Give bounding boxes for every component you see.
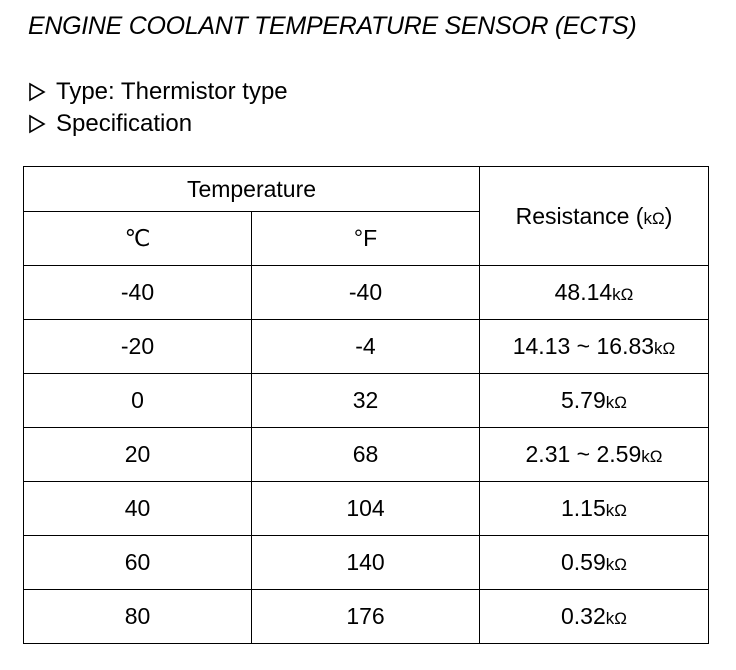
- resistance-unit: kΩ: [605, 609, 627, 628]
- resistance-unit: kΩ: [605, 555, 627, 574]
- resistance-cell: [480, 374, 709, 428]
- celsius-cell: -40: [24, 266, 252, 320]
- resistance-unit: kΩ: [641, 447, 663, 466]
- celsius-cell: 20: [24, 428, 252, 482]
- resistance-value: 1.15: [561, 495, 606, 521]
- resistance-value: 5.79: [561, 387, 606, 413]
- fahrenheit-cell: -4: [252, 320, 480, 374]
- fahrenheit-cell: -40: [252, 266, 480, 320]
- resistance-unit: kΩ: [612, 285, 634, 304]
- fahrenheit-cell: 104: [252, 482, 480, 536]
- temperature-header: Temperature: [24, 167, 480, 212]
- page-title: ENGINE COOLANT TEMPERATURE SENSOR (ECTS): [28, 12, 637, 40]
- type-line: [28, 78, 288, 106]
- resistance-value: 2.31 ~ 2.59: [525, 441, 642, 467]
- table-row: [24, 374, 709, 428]
- celsius-cell: -20: [24, 320, 252, 374]
- resistance-unit: kΩ: [654, 339, 676, 358]
- resistance-value: 14.13 ~ 16.83: [512, 333, 655, 359]
- table-row: [24, 266, 709, 320]
- fahrenheit-cell: 32: [252, 374, 480, 428]
- resistance-cell: [480, 266, 709, 320]
- resistance-header: Resistance (kΩ): [480, 167, 709, 266]
- resistance-cell: [480, 536, 709, 590]
- specification-line: [28, 110, 192, 138]
- resistance-cell: [480, 320, 709, 374]
- celsius-cell: 0: [24, 374, 252, 428]
- fahrenheit-cell: 140: [252, 536, 480, 590]
- celsius-cell: 40: [24, 482, 252, 536]
- fahrenheit-cell: 176: [252, 590, 480, 644]
- table-row: [24, 482, 709, 536]
- triangle-bullet-icon: [28, 82, 56, 102]
- resistance-cell: [480, 482, 709, 536]
- resistance-cell: [480, 428, 709, 482]
- table-row: [24, 536, 709, 590]
- celsius-cell: 80: [24, 590, 252, 644]
- resistance-value: 0.32: [561, 603, 606, 629]
- fahrenheit-header: °F: [252, 212, 480, 266]
- table-row: [24, 590, 709, 644]
- type-text: Type: Thermistor type: [56, 78, 288, 105]
- triangle-bullet-icon: [28, 114, 56, 134]
- fahrenheit-cell: 68: [252, 428, 480, 482]
- table-row: [24, 428, 709, 482]
- resistance-table: [23, 166, 709, 644]
- resistance-cell: [480, 590, 709, 644]
- celsius-header: ℃: [24, 212, 252, 266]
- resistance-value: 0.59: [561, 549, 606, 575]
- specification-text: Specification: [56, 110, 193, 137]
- resistance-unit: kΩ: [605, 393, 627, 412]
- celsius-cell: 60: [24, 536, 252, 590]
- resistance-unit: kΩ: [605, 501, 627, 520]
- resistance-value: 48.14: [554, 279, 613, 305]
- table-row: [24, 320, 709, 374]
